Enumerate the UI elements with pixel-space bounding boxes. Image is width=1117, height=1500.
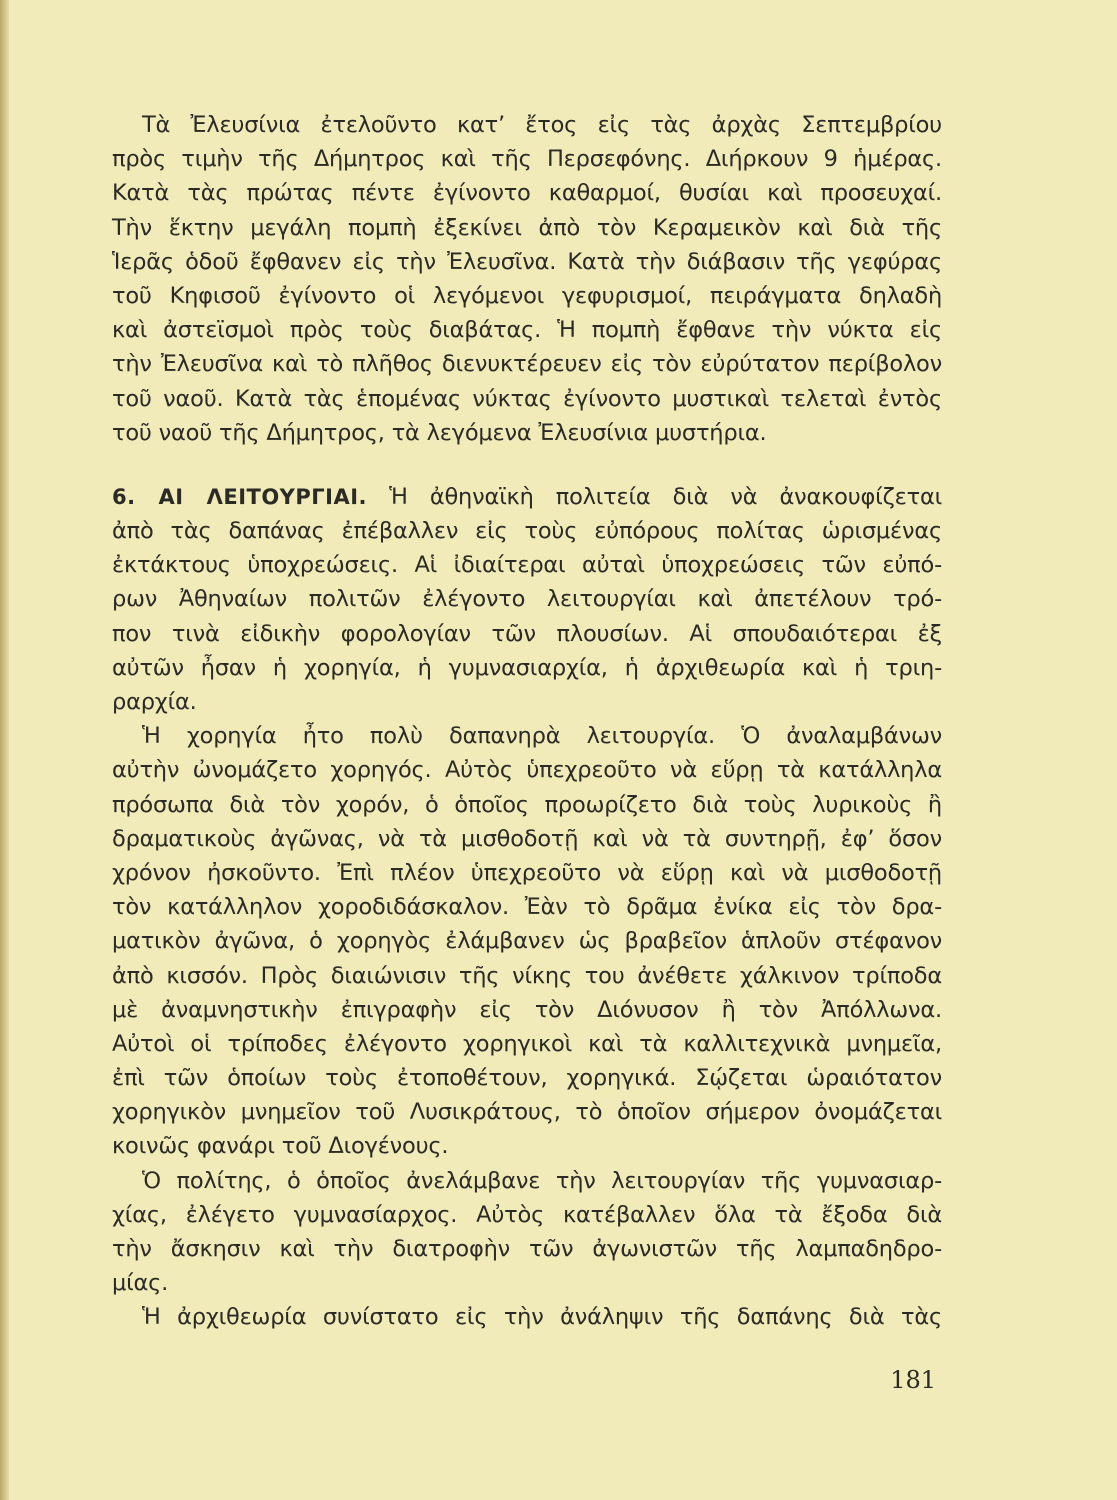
- text-line: πρὸς τιμὴν τῆς Δήμητρος καὶ τῆς Περσεφόνης. Διήρκουν 9 ἡμέρας.: [112, 146, 942, 173]
- page-number: 181: [890, 1366, 936, 1394]
- text-line: ρων Ἀθηναίων πολιτῶν ἐλέγοντο λειτουργίαι καὶ ἀπετέλουν τρό-: [112, 586, 942, 613]
- text-line: ἐκτάκτους ὑποχρεώσεις. Αἱ ἰδιαίτεραι αὐταὶ ὑποχρεώσεις τῶν εὐπό-: [112, 552, 942, 579]
- text-line: χίας, ἐλέγετο γυμνασίαρχος. Αὐτὸς κατέβαλλεν ὅλα τὰ ἔξοδα διὰ: [112, 1201, 942, 1228]
- page-body: [112, 108, 942, 1335]
- text-line: κοινῶς φανάρι τοῦ Διογένους.: [112, 1133, 449, 1160]
- text-line: τοῦ ναοῦ. Κατὰ τὰς ἑπομένας νύκτας ἐγίνοντο μυστικαὶ τελεταὶ ἐντὸς: [112, 385, 942, 412]
- paragraph: [112, 108, 942, 450]
- text-line: [112, 480, 942, 514]
- text-line-content: Ἡ ἀθηναϊκὴ πολιτεία διὰ νὰ ἀνακουφίζεται: [389, 483, 942, 510]
- text-line: αὐτὴν ὠνομάζετο χορηγός. Αὐτὸς ὑπεχρεοῦτο νὰ εὕρῃ τὰ κατάλληλα: [112, 757, 942, 784]
- text-line: πον τινὰ εἰδικὴν φορολογίαν τῶν πλουσίων. Αἱ σπουδαιότεραι ἐξ: [112, 620, 942, 647]
- text-line: ἀπὸ κισσόν. Πρὸς διαιώνισιν τῆς νίκης του ἀνέθετε χάλκινον τρίποδα: [112, 962, 942, 989]
- paragraph: [112, 1300, 942, 1334]
- text-line: Κατὰ τὰς πρώτας πέντε ἐγίνοντο καθαρμοί, θυσίαι καὶ προσευχαί.: [112, 180, 942, 207]
- text-line: τὴν Ἐλευσῖνα καὶ τὸ πλῆθος διενυκτέρευεν εἰς τὸν εὐρύτατον περίβολον: [112, 351, 942, 378]
- text-line: Αὐτοὶ οἱ τρίποδες ἐλέγοντο χορηγικοὶ καὶ τὰ καλλιτεχνικὰ μνημεῖα,: [112, 1030, 942, 1057]
- text-line: καὶ ἀστεϊσμοὶ πρὸς τοὺς διαβάτας. Ἡ πομπὴ ἔφθανε τὴν νύκτα εἰς: [112, 317, 942, 344]
- text-line: ραρχία.: [112, 689, 197, 715]
- page-binding-edge: [0, 0, 9, 1500]
- text-line: Ἱερᾶς ὁδοῦ ἔφθανεν εἰς τὴν Ἐλευσῖνα. Κατὰ τὴν διάβασιν τῆς γεφύρας: [112, 248, 942, 275]
- section-paragraph: [112, 480, 942, 719]
- text-line: τοῦ ναοῦ τῆς Δήμητρος, τὰ λεγόμενα Ἐλευσίνια μυστήρια.: [112, 419, 767, 446]
- text-line: Ἡ χορηγία ἦτο πολὺ δαπανηρὰ λειτουργία. Ὁ ἀναλαμβάνων: [142, 723, 942, 750]
- text-line: Τὰ Ἐλευσίνια ἐτελοῦντο κατ’ ἔτος εἰς τὰς ἀρχὰς Σεπτεμβρίου: [142, 112, 942, 138]
- text-line: τὴν ἄσκησιν καὶ τὴν διατροφὴν τῶν ἀγωνιστῶν τῆς λαμπαδηδρο-: [112, 1236, 942, 1262]
- text-line: χορηγικὸν μνημεῖον τοῦ Λυσικράτους, τὸ ὁποῖον σήμερον ὀνομάζεται: [112, 1099, 942, 1126]
- text-line: δραματικοὺς ἀγῶνας, νὰ τὰ μισθοδοτῇ καὶ νὰ τὰ συντηρῇ, ἐφ’ ὅσον: [112, 825, 942, 852]
- text-line: Ἡ ἀρχιθεωρία συνίστατο εἰς τὴν ἀνάληψιν τῆς δαπάνης διὰ τὰς: [142, 1304, 942, 1331]
- section-heading: 6. ΑΙ ΛΕΙΤΟΥΡΓΙΑΙ.: [112, 484, 368, 509]
- text-line: χρόνον ἠσκοῦντο. Ἐπὶ πλέον ὑπεχρεοῦτο νὰ εὕρῃ καὶ νὰ μισθοδοτῇ: [112, 859, 942, 886]
- text-line: αὐτῶν ἦσαν ἡ χορηγία, ἡ γυμνασιαρχία, ἡ ἀρχιθεωρία καὶ ἡ τριη-: [112, 654, 942, 681]
- text-line: τοῦ Κηφισοῦ ἐγίνοντο οἱ λεγόμενοι γεφυρισμοί, πειράγματα δηλαδὴ: [112, 282, 942, 309]
- text-line: Τὴν ἕκτην μεγάλη πομπὴ ἐξεκίνει ἀπὸ τὸν Κεραμεικὸν καὶ διὰ τῆς: [112, 214, 942, 241]
- text-line: ματικὸν ἀγῶνα, ὁ χορηγὸς ἐλάμβανεν ὡς βραβεῖον ἁπλοῦν στέφανον: [112, 928, 942, 955]
- paragraph: [112, 719, 942, 1163]
- text-line: ἀπὸ τὰς δαπάνας ἐπέβαλλεν εἰς τοὺς εὐπόρους πολίτας ὡρισμένας: [112, 518, 942, 545]
- text-line: τὸν κατάλληλον χοροδιδάσκαλον. Ἐὰν τὸ δρᾶμα ἐνίκα εἰς τὸν δρα-: [112, 894, 942, 921]
- paragraph: [112, 1164, 942, 1301]
- text-line: μὲ ἀναμνηστικὴν ἐπιγραφὴν εἰς τὸν Διόνυσον ἢ τὸν Ἀπόλλωνα.: [112, 996, 942, 1023]
- text-line: μίας.: [112, 1270, 169, 1297]
- text-line: ἐπὶ τῶν ὁποίων τοὺς ἐτοποθέτουν, χορηγικά. Σῴζεται ὡραιότατον: [112, 1065, 942, 1092]
- text-line: Ὁ πολίτης, ὁ ὁποῖος ἀνελάμβανε τὴν λειτουργίαν τῆς γυμνασιαρ-: [142, 1167, 942, 1194]
- text-line: πρόσωπα διὰ τὸν χορόν, ὁ ὁποῖος προωρίζετο διὰ τοὺς λυρικοὺς ἢ: [112, 791, 942, 818]
- section-gap: [112, 450, 942, 480]
